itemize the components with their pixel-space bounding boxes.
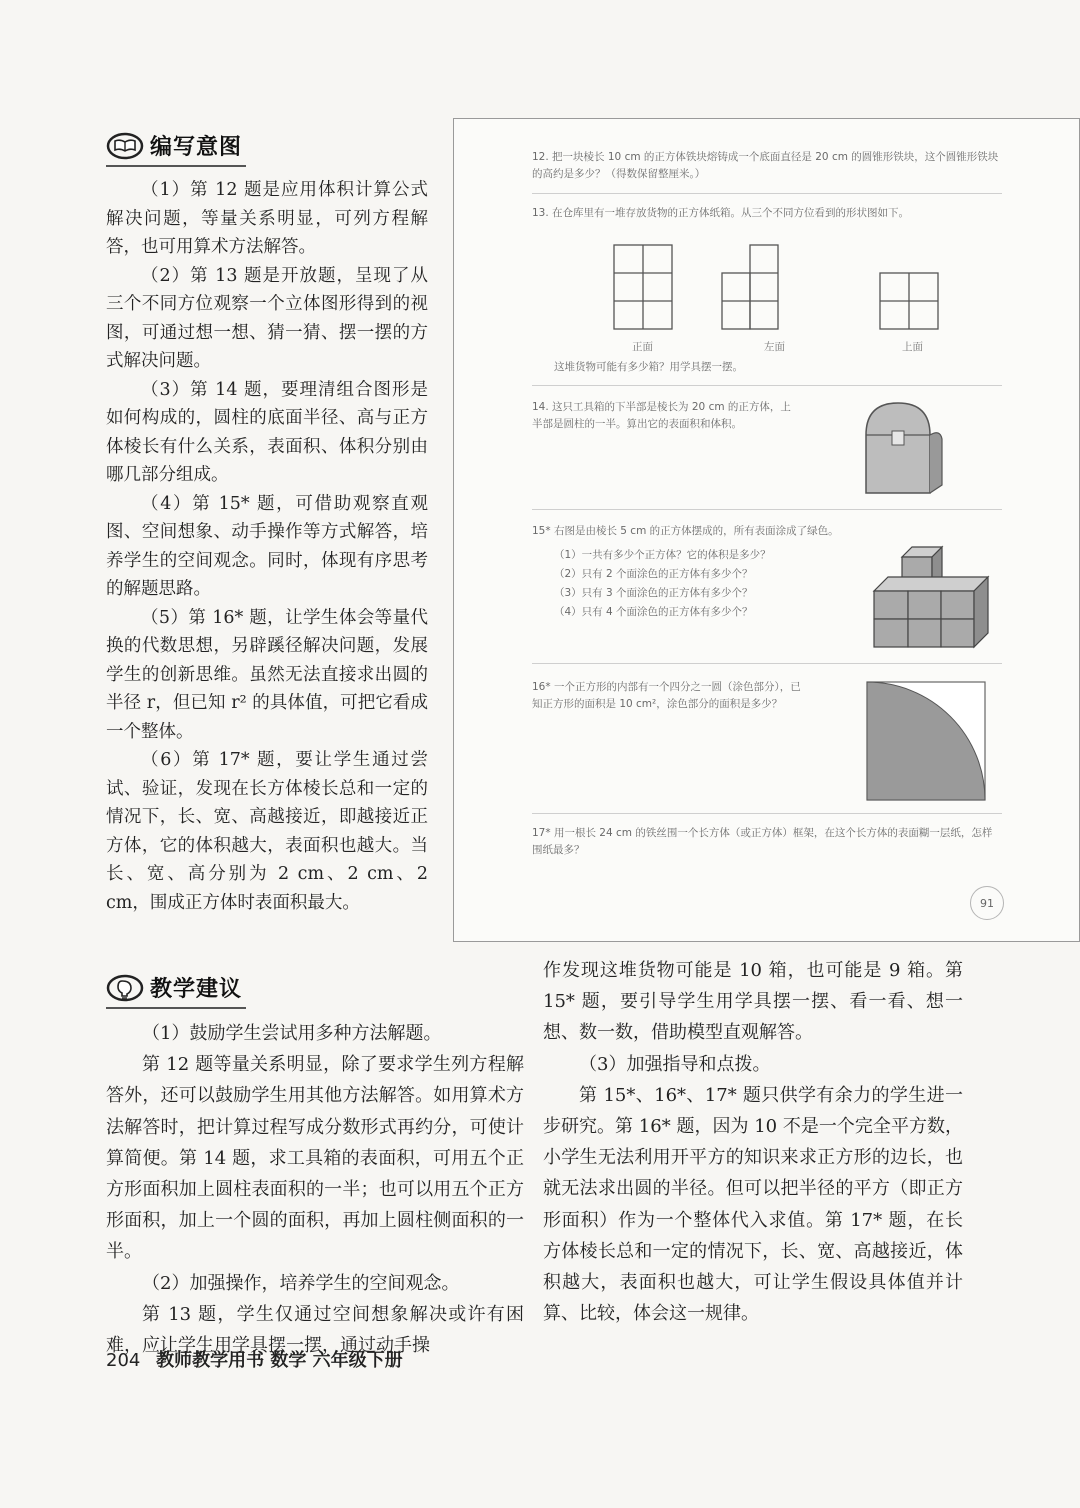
three-view-figure bbox=[604, 239, 944, 335]
intent-text-block bbox=[106, 176, 428, 917]
question-12: 12. 把一块棱长 10 cm 的正方体铁块熔铸成一个底面直径是 20 cm 的圆锥形铁块，这个圆锥形铁块的高约是多少？（得数保留整厘米。） bbox=[532, 151, 999, 180]
lightbulb-icon bbox=[106, 974, 144, 1002]
section-divider bbox=[106, 165, 246, 167]
suggest-paragraph: 第 15*、16*、17* 题只供学有余力的学生进一步研究。第 16* 题，因为 10 不是一个完全平方数，小学生无法利用开平方的知识来求正方形的边长，也就无法求出圆的半径。但可以把半径的平方（即正方形面积）作为一个整体代入求值。第 17* 题，在长方体棱长总和一定的情况下，长、宽、高越接近，体积越大，表面积也越大，可让学生假设具体值并计算、比较，体会这一规律。 bbox=[543, 1084, 963, 1325]
open-book-icon bbox=[106, 132, 144, 160]
question-divider bbox=[532, 193, 1002, 194]
intent-paragraph: （5）第 16* 题，让学生体会等量代换的代数思想，另辟蹊径解决问题，发展学生的创新思维。虽然无法直接求出圆的半径 r，但已知 r² 的具体值，可把它看成一个整体。 bbox=[106, 607, 428, 742]
question-15-item-3: （3）只有 3 个面涂色的正方体有多少个？ bbox=[554, 587, 753, 599]
intent-section-header bbox=[106, 130, 242, 161]
view-label-left: 左面 bbox=[764, 341, 785, 353]
question-17: 17* 用一根长 24 cm 的铁丝围一个长方体（或正方体）框架，在这个长方体的表面糊一层纸，怎样围纸最多？ bbox=[532, 827, 993, 856]
question-divider bbox=[532, 509, 1002, 510]
suggest-paragraph: （1）鼓励学生尝试用多种方法解题。 bbox=[142, 1023, 442, 1044]
question-15-item-1: （1）一共有多少个正方体？它的体积是多少？ bbox=[554, 549, 771, 561]
section-divider bbox=[106, 1007, 246, 1009]
toolbox-figure bbox=[854, 395, 949, 499]
suggest-section-title: 教学建议 bbox=[150, 977, 243, 1002]
suggest-left-column bbox=[106, 1018, 524, 1361]
view-label-front: 正面 bbox=[632, 341, 653, 353]
question-14: 14. 这只工具箱的下半部是棱长为 20 cm 的正方体，上半部是圆柱的一半。算出它的表面积和体积。 bbox=[532, 401, 791, 430]
question-13-followup: 这堆货物可能有多少箱？用学具摆一摆。 bbox=[554, 361, 743, 373]
intent-paragraph: （1）第 12 题是应用体积计算公式解决问题，等量关系明显，可列方程解答，也可用算术方法解答。 bbox=[106, 180, 428, 257]
question-divider bbox=[532, 813, 1002, 814]
intent-paragraph: （3）第 14 题，要理清组合图形是如何构成的，圆柱的底面半径、高与正方体棱长有什么关系，表面积、体积分别由哪几部分组成。 bbox=[106, 379, 428, 485]
question-13: 13. 在仓库里有一堆存放货物的正方体纸箱。从三个不同方位看到的形状图如下。 bbox=[532, 207, 910, 219]
question-16: 16* 一个正方形的内部有一个四分之一圆（涂色部分），已知正方形的面积是 10 cm²，涂色部分的面积是多少？ bbox=[532, 681, 801, 710]
intent-paragraph: （6）第 17* 题，要让学生通过尝试、验证，发现在长方体棱长总和一定的情况下，长、宽、高越接近，即越接近正方体，它的体积越大，表面积也越大。当长、宽、高分别为 2 cm、2 cm、2 cm，围成正方体时表面积最大。 bbox=[106, 750, 428, 913]
intent-paragraph: （2）第 13 题是开放题，呈现了从三个不同方位观察一个立体图形得到的视图，可通过想一想、猜一猜、摆一摆的方式解决问题。 bbox=[106, 265, 428, 371]
suggest-paragraph: 作发现这堆货物可能是 10 箱，也可能是 9 箱。第 15* 题，要引导学生用学具摆一摆、看一看、想一想、数一数，借助模型直观解答。 bbox=[543, 960, 963, 1044]
suggest-paragraph: 第 13 题，学生仅通过空间想象解决或许有困难，应让学生用学具摆一摆，通过动手操 bbox=[106, 1303, 524, 1357]
page-footer bbox=[106, 1346, 403, 1372]
suggest-right-column bbox=[543, 955, 963, 1329]
question-divider bbox=[532, 385, 1002, 386]
question-15-item-4: （4）只有 4 个面涂色的正方体有多少个？ bbox=[554, 606, 753, 618]
suggest-section-header bbox=[106, 972, 242, 1003]
question-divider bbox=[532, 663, 1002, 664]
cube-stack-figure bbox=[862, 527, 1012, 651]
suggest-paragraph: （2）加强操作，培养学生的空间观念。 bbox=[142, 1272, 460, 1294]
quarter-circle-figure bbox=[866, 681, 986, 801]
view-label-top: 上面 bbox=[902, 341, 923, 353]
intent-section-title: 编写意图 bbox=[150, 135, 243, 160]
question-15: 15* 右图是由棱长 5 cm 的正方体摆成的，所有表面涂成了绿色。 bbox=[532, 525, 839, 537]
question-15-item-2: （2）只有 2 个面涂色的正方体有多少个？ bbox=[554, 568, 753, 580]
intent-paragraph: （4）第 15* 题，可借助观察直观图、空间想象、动手操作等方式解答，培养学生的空间观念。同时，体现有序思考的解题思路。 bbox=[106, 493, 428, 599]
textbook-page-thumbnail bbox=[453, 118, 1080, 942]
suggest-paragraph: 第 12 题等量关系明显，除了要求学生列方程解答外，还可以鼓励学生用其他方法解答。如用算术方法解答时，把计算过程写成分数形式再约分，可使计算简便。第 14 题，求工具箱的表面积，可用五个正方形面积加上圆柱表面积的一半；也可以用五个正方形面积，加上一个圆的面积，再加上圆柱侧面积的一半。 bbox=[106, 1054, 524, 1263]
page-number: 204 bbox=[106, 1350, 141, 1371]
book-title: 教师教学用书 数学 六年级下册 bbox=[156, 1350, 403, 1371]
suggest-paragraph: （3）加强指导和点拨。 bbox=[579, 1053, 771, 1075]
textbook-page-number: 91 bbox=[970, 886, 1004, 920]
